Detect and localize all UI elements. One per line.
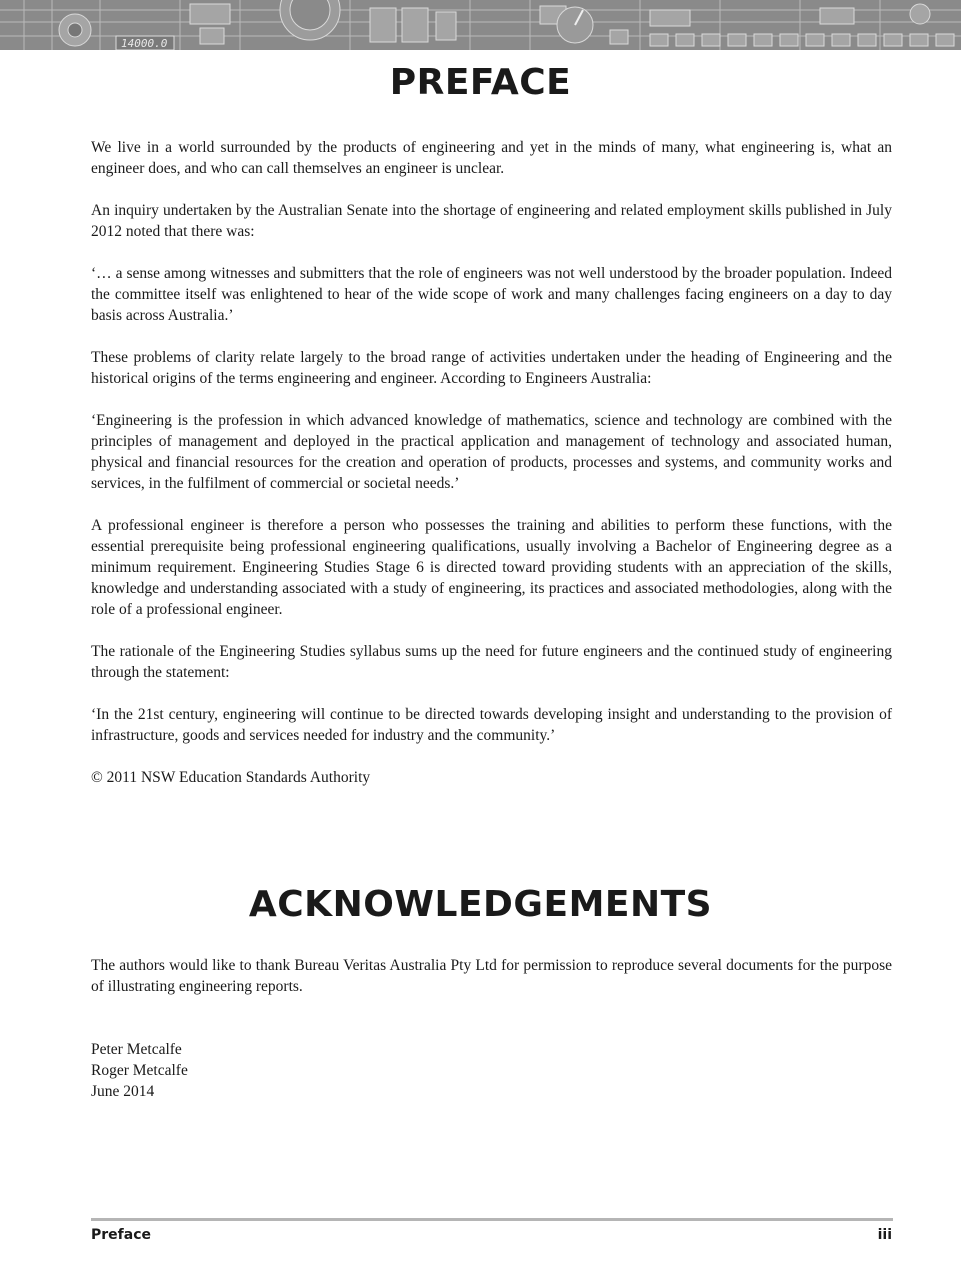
preface-paragraph: A professional engineer is therefore a person who possesses the training and abilities to perform these functions, with the essential prerequisite being professional engineering qualifications, usually involving a Bachelor of Engineering degree as a minimum requirement. Engineering Studies Stage 6 is directed toward providing students with an appreciation of the skills, knowledge and understanding associated with a study of engineering, its practices and associated methodologies, along with the role of a professional engineer. [91,517,892,618]
preface-paragraph: We live in a world surrounded by the products of engineering and yet in the minds of many, what engineering is, what an engineer does, and who can call themselves an engineer is unclear. [91,139,892,177]
preface-paragraph: The rationale of the Engineering Studies syllabus sums up the need for future engineers and the continued study of engineering through the statement: [91,643,892,681]
copyright-notice: © 2011 NSW Education Standards Authority [91,769,371,786]
acknowledgements-paragraph: The authors would like to thank Bureau Veritas Australia Pty Ltd for permission to reproduce several documents for the purpose of illustrating engineering reports. [91,957,892,995]
signatory-name: Roger Metcalfe [91,1062,188,1079]
header-banner-image [0,0,961,50]
footer-section-label: Preface [91,1227,151,1243]
footer-divider [91,1218,893,1221]
preface-quote: ‘In the 21st century, engineering will continue to be directed towards developing insight and understanding to the provision of infrastructure, goods and services needed for industry and the community.’ [91,706,892,744]
signatory-name: Peter Metcalfe [91,1041,182,1058]
acknowledgements-heading: ACKNOWLEDGEMENTS [248,884,713,925]
signature-date: June 2014 [91,1083,155,1100]
preface-quote: ‘… a sense among witnesses and submitters that the role of engineers was not well understood by the broader population. Indeed the committee itself was enlightened to hear of the wide scope of work and many challenges facing engineers on a day to day basis across Australia.’ [91,265,892,324]
preface-quote: ‘Engineering is the profession in which advanced knowledge of mathematics, science and technology are combined with the principles of management and deployed in the practical application and management of technology and associated human, physical and financial resources for the creation and operation of products, processes and systems, and community works and services, in the fulfilment of commercial or societal needs.’ [91,412,892,492]
preface-heading: PREFACE [389,62,572,103]
preface-paragraph: An inquiry undertaken by the Australian Senate into the shortage of engineering and related employment skills published in July 2012 noted that there was: [91,202,892,240]
preface-body [91,137,892,809]
control-panel-illustration [0,0,961,50]
page-number: iii [877,1227,892,1243]
signature-block [91,1039,188,1102]
acknowledgements-body [91,955,892,1018]
banner-readout: 14000.0 [121,37,168,50]
preface-paragraph: These problems of clarity relate largely to the broad range of activities undertaken under the heading of Engineering and the historical origins of the terms engineering and engineer. According to Engineers Australia: [91,349,892,387]
